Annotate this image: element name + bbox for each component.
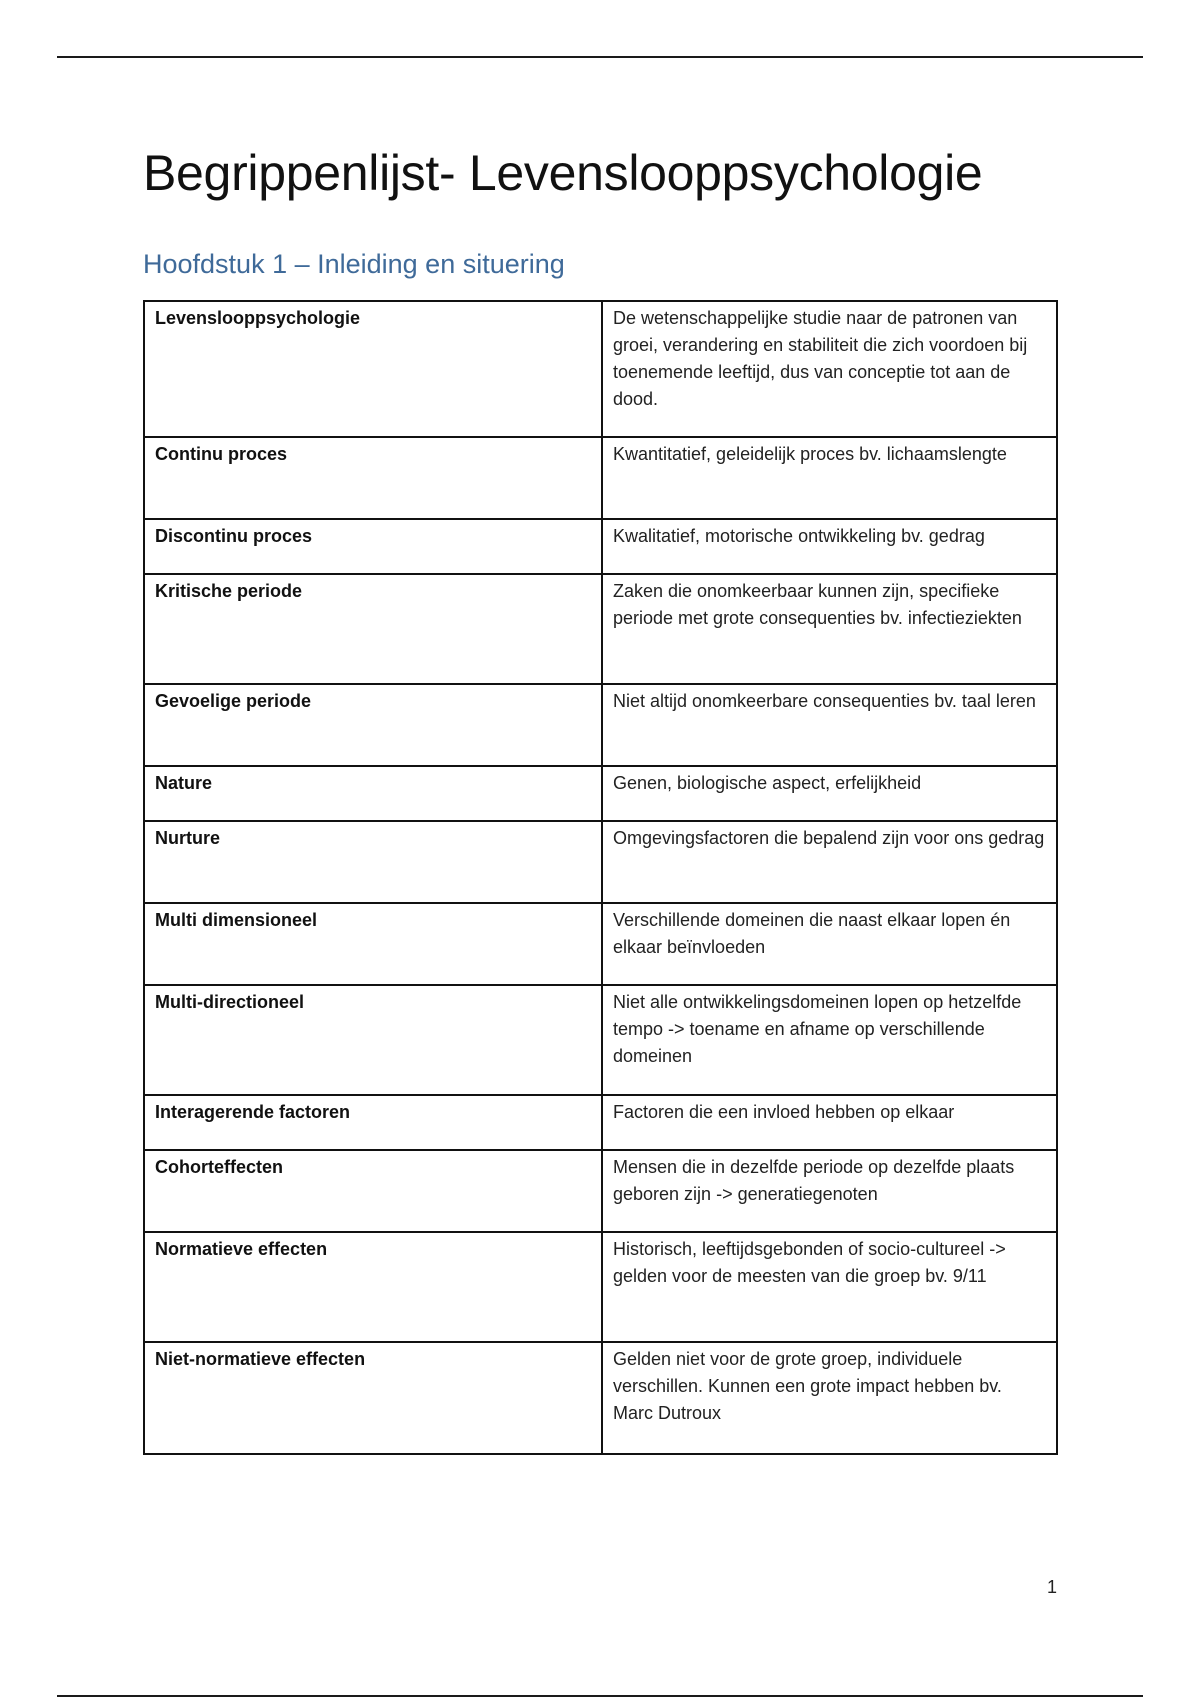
document-title: Begrippenlijst- Levenslooppsychologie xyxy=(143,145,983,201)
definition-cell: Kwantitatief, geleidelijk proces bv. lichaamslengte xyxy=(602,437,1057,519)
term-cell: Nurture xyxy=(144,821,602,903)
table-row xyxy=(144,684,1057,766)
term-cell: Levenslooppsychologie xyxy=(144,301,602,437)
table-row xyxy=(144,766,1057,821)
table-row xyxy=(144,301,1057,437)
glossary-table xyxy=(143,300,1058,1455)
table-row xyxy=(144,903,1057,985)
term-cell: Cohorteffecten xyxy=(144,1150,602,1232)
table-row xyxy=(144,985,1057,1095)
term-cell: Multi dimensioneel xyxy=(144,903,602,985)
table-row xyxy=(144,437,1057,519)
definition-cell: De wetenschappelijke studie naar de patronen van groei, verandering en stabiliteit die zich voordoen bij toenemende leeftijd, dus van conceptie tot aan de dood. xyxy=(602,301,1057,437)
chapter-heading: Hoofdstuk 1 – Inleiding en situering xyxy=(143,249,565,279)
term-cell: Continu proces xyxy=(144,437,602,519)
bottom-rule xyxy=(57,1695,1143,1697)
definition-cell: Factoren die een invloed hebben op elkaar xyxy=(602,1095,1057,1150)
definition-cell: Historisch, leeftijdsgebonden of socio-cultureel -> gelden voor de meesten van die groep bv. 9/11 xyxy=(602,1232,1057,1342)
definition-cell: Omgevingsfactoren die bepalend zijn voor ons gedrag xyxy=(602,821,1057,903)
table-row xyxy=(144,1150,1057,1232)
term-cell: Discontinu proces xyxy=(144,519,602,574)
definition-cell: Verschillende domeinen die naast elkaar lopen én elkaar beïnvloeden xyxy=(602,903,1057,985)
term-cell: Gevoelige periode xyxy=(144,684,602,766)
term-cell: Nature xyxy=(144,766,602,821)
definition-cell: Gelden niet voor de grote groep, individuele verschillen. Kunnen een grote impact hebben bv. Marc Dutroux xyxy=(602,1342,1057,1454)
table-row xyxy=(144,821,1057,903)
term-cell: Niet-normatieve effecten xyxy=(144,1342,602,1454)
table-row xyxy=(144,1095,1057,1150)
page-number: 1 xyxy=(1046,1577,1057,1597)
definition-cell: Kwalitatief, motorische ontwikkeling bv. gedrag xyxy=(602,519,1057,574)
term-cell: Multi-directioneel xyxy=(144,985,602,1095)
table-row xyxy=(144,1232,1057,1342)
term-cell: Kritische periode xyxy=(144,574,602,684)
term-cell: Interagerende factoren xyxy=(144,1095,602,1150)
top-rule xyxy=(57,56,1143,58)
definition-cell: Zaken die onomkeerbaar kunnen zijn, specifieke periode met grote consequenties bv. infectieziekten xyxy=(602,574,1057,684)
table-row xyxy=(144,574,1057,684)
term-cell: Normatieve effecten xyxy=(144,1232,602,1342)
table-row xyxy=(144,519,1057,574)
definition-cell: Genen, biologische aspect, erfelijkheid xyxy=(602,766,1057,821)
table-row xyxy=(144,1342,1057,1454)
definition-cell: Mensen die in dezelfde periode op dezelfde plaats geboren zijn -> generatiegenoten xyxy=(602,1150,1057,1232)
definition-cell: Niet altijd onomkeerbare consequenties bv. taal leren xyxy=(602,684,1057,766)
definition-cell: Niet alle ontwikkelingsdomeinen lopen op hetzelfde tempo -> toename en afname op verschillende domeinen xyxy=(602,985,1057,1095)
